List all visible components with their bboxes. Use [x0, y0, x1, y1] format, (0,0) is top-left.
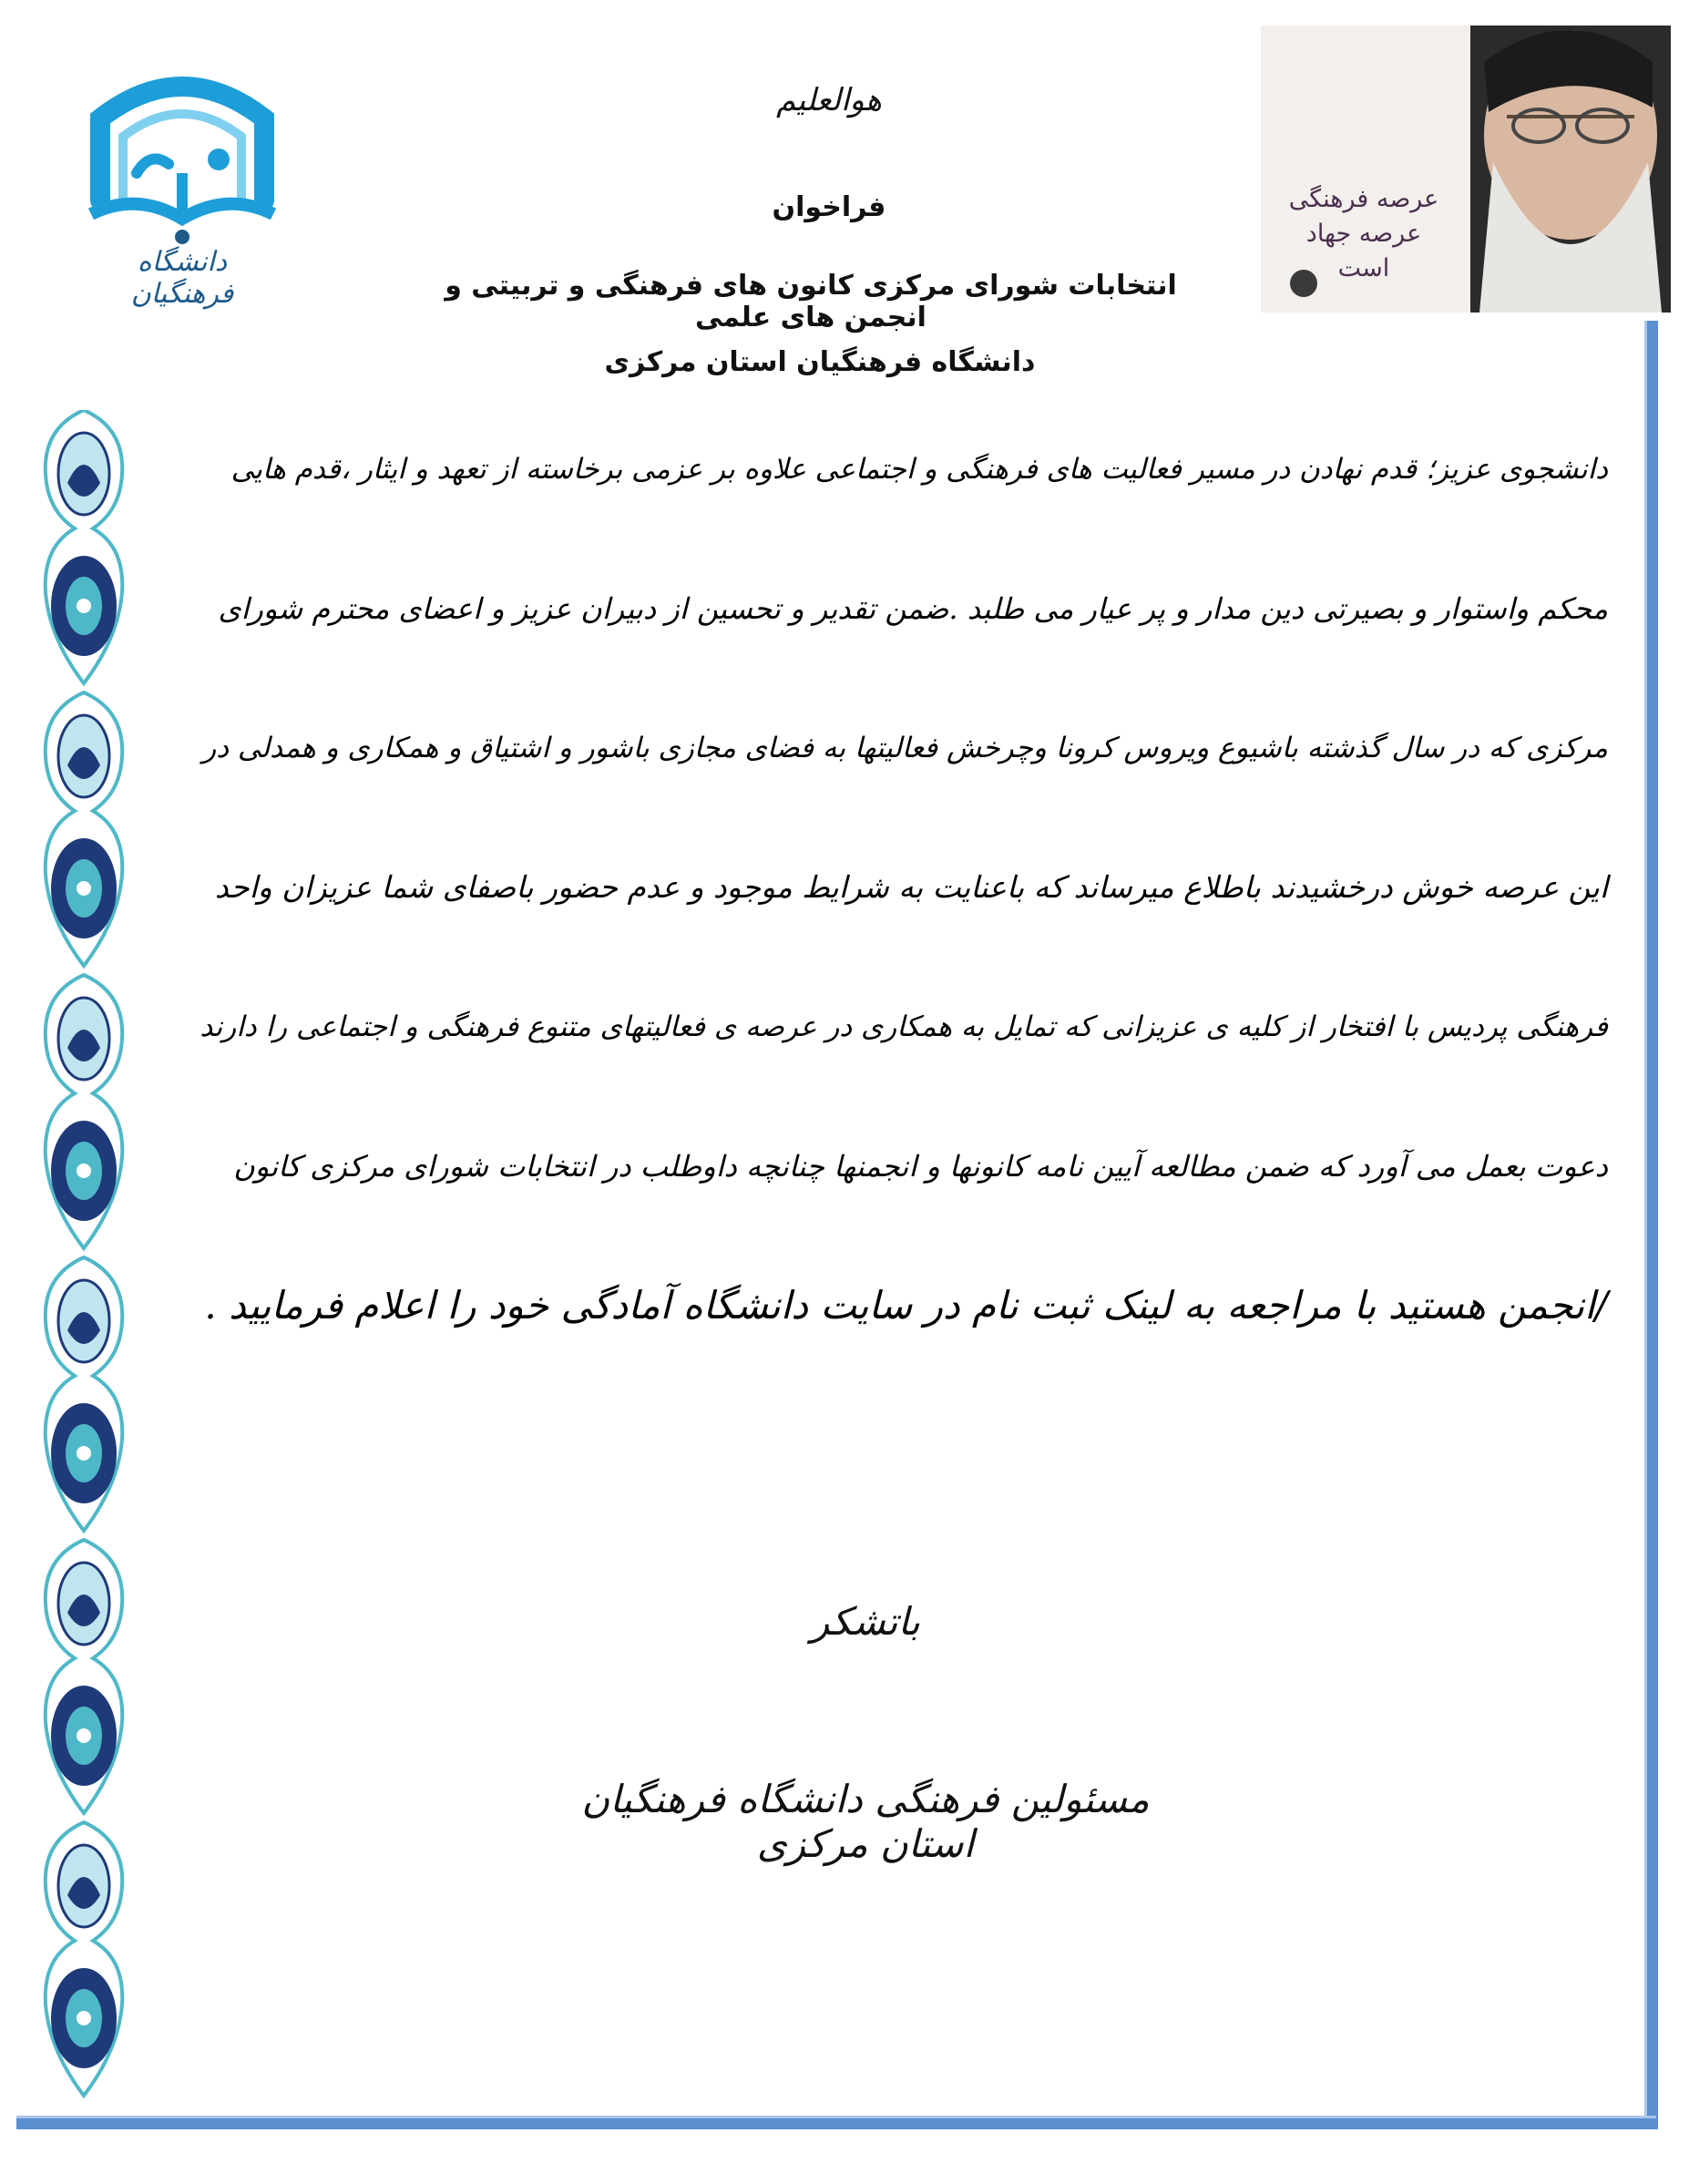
- ornament-border: [38, 410, 129, 2123]
- body-line: این عرصه خوش درخشیدند باطلاع میرساند که باعنایت به شرایط موجود و عدم حضور باصفای شما عزیزان واحد: [214, 869, 1608, 905]
- portrait-image: [1261, 26, 1671, 313]
- signer-line: مسئولین فرهنگی دانشگاه فرهنگیان استان مرکزی: [581, 1777, 1150, 1866]
- seal-icon: [1290, 270, 1317, 297]
- body-line: مرکزی که در سال گذشته باشیوع ویروس کرونا وچرخش فعالیتها به فضای مجازی باشور و اشتیاق و همکاری و همدلی در: [202, 732, 1608, 764]
- call-title: فراخوان: [772, 191, 886, 223]
- body-line: دانشجوی عزیز؛ قدم نهادن در مسیر فعالیت های فرهنگی و اجتماعی علاوه بر عزمی برخاسته از تعهد و ایثار ،قدم هایی: [230, 453, 1608, 486]
- subject-heading: انتخابات شورای مرکزی کانون های فرهنگی و تربیتی و انجمن های علمی: [445, 270, 1177, 333]
- body-line: محکم واستوار و بصیرتی دین مدار و پر عیار می طلبد .ضمن تقدیر و تحسین از دبیران عزیز و اعضای محترم شورای: [218, 591, 1608, 626]
- portrait-caption-line2: عرصه جهاد است: [1305, 220, 1422, 282]
- frame-bottom-border: [16, 2118, 1656, 2129]
- basmala-heading: هوالعلیم: [776, 82, 882, 118]
- logo-caption: دانشگاه فرهنگیان: [130, 246, 234, 310]
- body-line: فرهنگی پردیس با افتخار از کلیه ی عزیزانی که تمایل به همکاری در عرصه ی فعالیتهای متنوع فرهنگی و اجتماعی را دارند: [200, 1010, 1608, 1043]
- announcement-body: [191, 428, 1608, 1404]
- university-heading: دانشگاه فرهنگیان استان مرکزی: [604, 346, 1036, 378]
- body-line: /انجمن هستید با مراجعه به لینک ثبت نام در سایت دانشگاه آمادگی خود را اعلام فرمایید .: [204, 1283, 1608, 1328]
- portrait-caption-line1: عرصه فرهنگی: [1288, 185, 1439, 213]
- frame-right-border: [1647, 321, 1658, 2129]
- body-line: دعوت بعمل می آورد که ضمن مطالعه آیین نامه کانونها و انجمنها چنانچه داوطلب در انتخابات شورای مرکزی کانون: [233, 1149, 1608, 1184]
- closing-thanks: باتشکر: [810, 1599, 920, 1644]
